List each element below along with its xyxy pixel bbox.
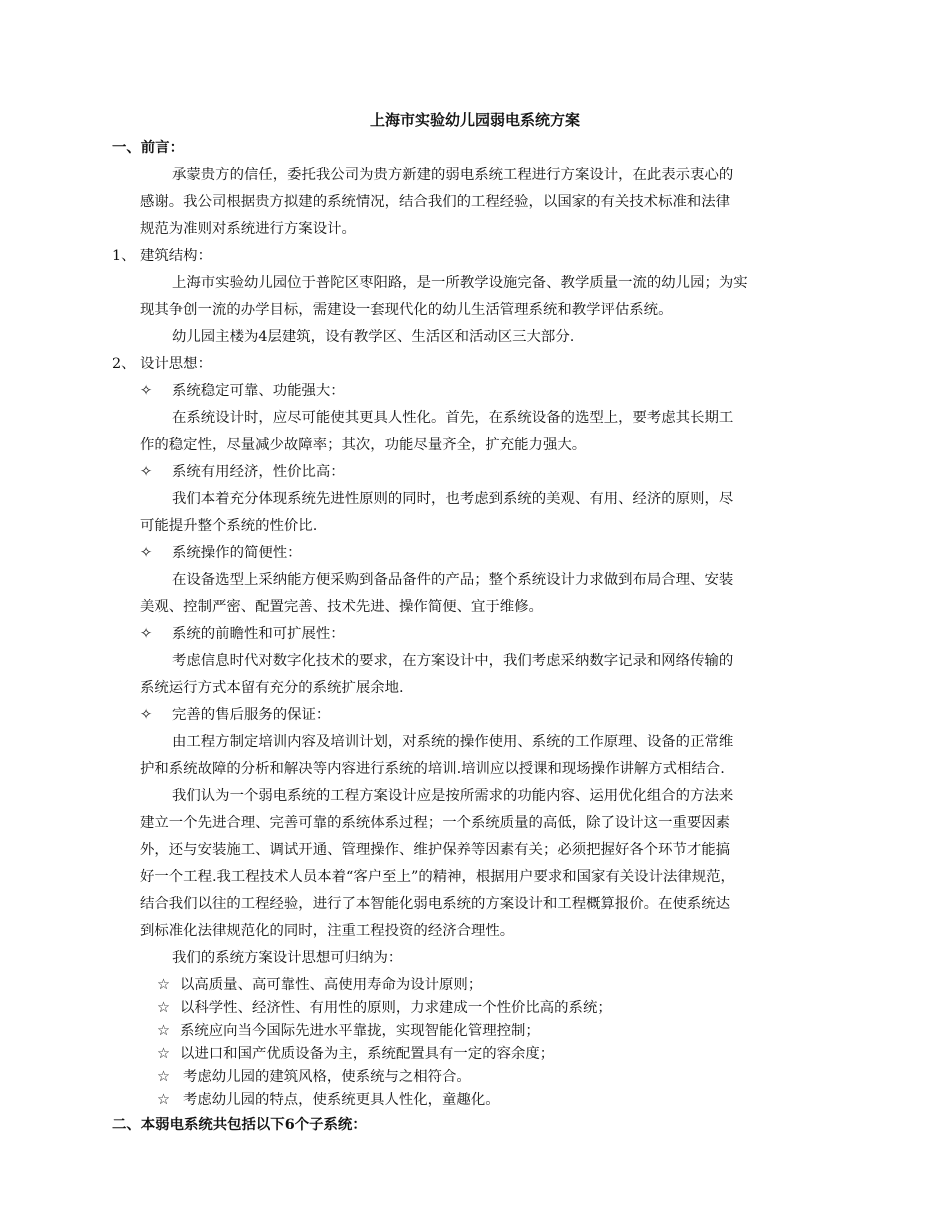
body-line: 在系统设计时，应尽可能使其更具人性化。首先，在系统设备的选型上，要考虑其长期工 — [172, 410, 734, 426]
body-line: 护和系统故障的分析和解决等内容进行系统的培训.培训应以授课和现场操作讲解方式相结合. — [140, 761, 725, 777]
body-line: 现其争创一流的办学目标，需建设一套现代化的幼儿生活管理系统和教学评估系统。 — [140, 302, 673, 318]
body-line: 由工程方制定培训内容及培训计划，对系统的操作使用、系统的工作原理、设备的正常维 — [172, 734, 734, 750]
body-line: 上海市实验幼儿园位于普陀区枣阳路，是一所教学设施完备、教学质量一流的幼儿园；为实 — [172, 275, 748, 291]
star-icon: ☆ — [157, 1092, 170, 1108]
subsection-heading: 建筑结构： — [140, 248, 212, 264]
star-list-item: 考虑幼儿园的建筑风格，使系统与之相符合。 — [183, 1069, 471, 1085]
star-list-item: 以科学性、经济性、有用性的原则，力求建成一个性价比高的系统； — [180, 1000, 612, 1016]
star-icon: ☆ — [157, 1046, 170, 1062]
star-list-item: 以进口和国产优质设备为主，系统配置具有一定的容余度； — [180, 1046, 555, 1062]
body-line: 我们认为一个弱电系统的工程方案设计应是按所需求的功能内容、运用优化组合的方法来 — [172, 788, 734, 804]
bullet-icon: ✧ — [140, 383, 153, 399]
star-icon: ☆ — [157, 1023, 170, 1039]
bullet-heading: 系统的前瞻性和可扩展性： — [172, 626, 345, 642]
bullet-heading: 系统稳定可靠、功能强大： — [172, 383, 345, 399]
bullet-heading: 系统操作的简便性： — [172, 545, 302, 561]
body-line: 美观、控制严密、配置完善、技术先进、操作简便、宜于维修。 — [140, 599, 543, 615]
bullet-heading: 完善的售后服务的保证： — [172, 707, 331, 723]
summary-line: 我们的系统方案设计思想可归纳为： — [172, 950, 403, 966]
body-line: 外，还与安装施工、调试开通、管理操作、维护保养等因素有关；必须把握好各个环节才能搞 — [140, 842, 731, 858]
body-line: 好一个工程.我工程技术人员本着“客户至上”的精神，根据用户要求和国家有关设计法律规范， — [140, 869, 735, 885]
body-line: 规范为准则对系统进行方案设计。 — [140, 221, 356, 237]
document-title: 上海市实验幼儿园弱电系统方案 — [369, 111, 580, 129]
section-heading-preface: 一、前言： — [112, 139, 184, 156]
subsection-heading: 设计思想： — [140, 356, 212, 372]
item-number: 2、 — [112, 356, 136, 372]
bullet-icon: ✧ — [140, 464, 153, 480]
bullet-heading: 系统有用经济，性价比高： — [172, 464, 345, 480]
bullet-icon: ✧ — [140, 707, 153, 723]
star-icon: ☆ — [157, 1069, 170, 1085]
body-line: 幼儿园主楼为4层建筑，设有教学区、生活区和活动区三大部分. — [172, 329, 575, 345]
section-heading-subsystems: 二、本弱电系统共包括以下6个子系统： — [112, 1116, 367, 1133]
body-line: 承蒙贵方的信任，委托我公司为贵方新建的弱电系统工程进行方案设计，在此表示衷心的 — [172, 167, 734, 183]
body-line: 考虑信息时代对数字化技术的要求，在方案设计中，我们考虑采纳数字记录和网络传输的 — [172, 653, 734, 669]
body-line: 系统运行方式本留有充分的系统扩展余地. — [140, 680, 404, 696]
body-line: 可能提升整个系统的性价比. — [140, 518, 318, 534]
body-line: 感谢。我公司根据贵方拟建的系统情况，结合我们的工程经验，以国家的有关技术标准和法律 — [140, 194, 731, 210]
body-line: 结合我们以往的工程经验，进行了本智能化弱电系统的方案设计和工程概算报价。在使系统达 — [140, 896, 731, 912]
item-number: 1、 — [112, 248, 136, 264]
star-list-item: 考虑幼儿园的特点，使系统更具人性化，童趣化。 — [183, 1092, 500, 1108]
star-list-item: 以高质量、高可靠性、高使用寿命为设计原则； — [180, 977, 483, 993]
body-line: 在设备选型上采纳能方便采购到备品备件的产品；整个系统设计力求做到布局合理、安装 — [172, 572, 734, 588]
body-line: 我们本着充分体现系统先进性原则的同时，也考虑到系统的美观、有用、经济的原则，尽 — [172, 491, 734, 507]
body-line: 作的稳定性，尽量减少故障率；其次，功能尽量齐全，扩充能力强大。 — [140, 437, 587, 453]
star-icon: ☆ — [157, 1000, 170, 1016]
star-list-item: 系统应向当今国际先进水平靠拢，实现智能化管理控制； — [180, 1023, 540, 1039]
body-line: 建立一个先进合理、完善可靠的系统体系过程；一个系统质量的高低，除了设计这一重要因素 — [140, 815, 731, 831]
bullet-icon: ✧ — [140, 545, 153, 561]
body-line: 到标准化法律规范化的同时，注重工程投资的经济合理性。 — [140, 923, 515, 939]
bullet-icon: ✧ — [140, 626, 153, 642]
star-icon: ☆ — [157, 977, 170, 993]
